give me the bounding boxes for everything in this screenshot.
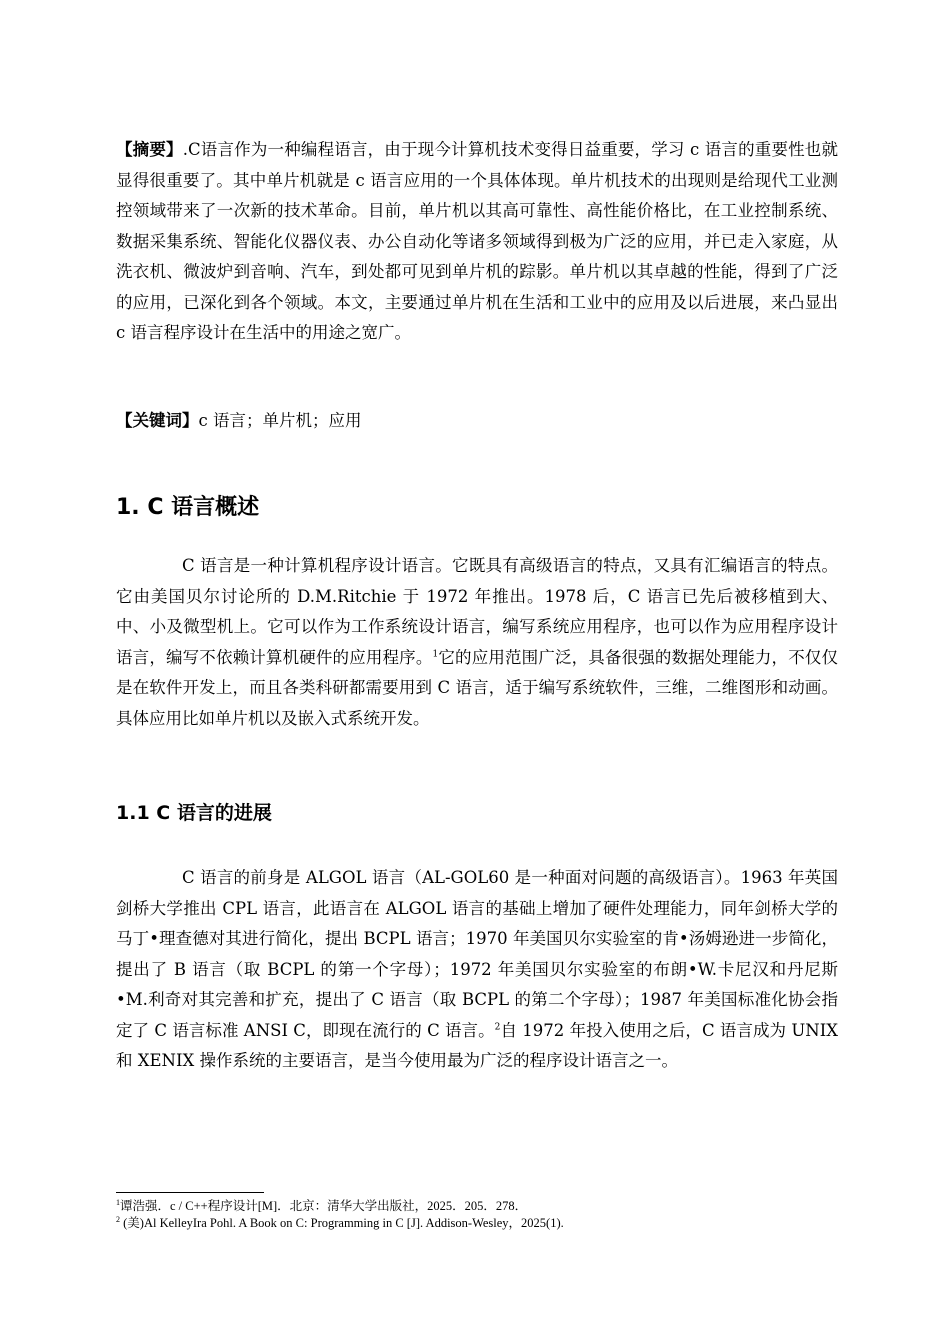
abstract-paragraph (116, 135, 838, 349)
abstract-label: 【摘要】 (116, 140, 183, 159)
section-1-1-paragraph (116, 863, 838, 1077)
keywords-text: c 语言；单片机；应用 (198, 411, 362, 430)
section-1-text-a: C 语言是一种计算机程序设计语言。它既具有高级语言的特点，又具有汇编语言的特点。它由美国贝尔讨论所的 D.M.Ritchie 于 1972 年推出。1978 后，C 语言已先后被移植到大、中、小及微型机上。它可以作为工作系统设计语言，编写系统应用程序，也可以作为应用程序设计语言，编写不依赖计算机硬件的应用程序。 (116, 556, 838, 667)
section-1-1-heading: 1.1 C 语言的进展 (116, 802, 272, 824)
section-1-1-text-b: 自 1972 年投入使用之后，C 语言成为 UNIX 和 XENIX 操作系统的主要语言，是当今使用最为广泛的程序设计语言之一。 (116, 1020, 839, 1070)
footnote-1-text: 谭浩强．c / C++程序设计[M]．北京：清华大学出版社，2025．205．278． (120, 1199, 528, 1213)
section-1-heading: 1. C 语言概述 (116, 495, 260, 520)
footnote-2-mark: 2 (116, 1214, 120, 1224)
footnote-ref-1[interactable]: 1 (432, 649, 439, 659)
footnote-2 (116, 1215, 876, 1231)
footnote-2-text: (美)Al KelleyIra Pohl. A Book on C: Programming in C [J]. Addison-Wesley，2025(1). (120, 1216, 564, 1230)
footnote-1 (116, 1198, 876, 1214)
section-1-paragraph (116, 551, 838, 734)
section-1-1-text-a: C 语言的前身是 ALGOL 语言（AL-GOL60 是一种面对问题的高级语言）。1963 年英国剑桥大学推出 CPL 语言，此语言在 ALGOL 语言的基础上增加了硬件处理能力，同年剑桥大学的马丁•理查德对其进行简化，提出 BCPL 语言；1970 年美国贝尔实验室的肯•汤姆逊进一步简化，提出了 B 语言（取 BCPL 的第一个字母）；1972 年美国贝尔实验室的布朗•W.卡尼汉和丹尼斯•M.利奇对其完善和扩充，提出了 C 语言（取 BCPL 的第二个字母）；1987 年美国标准化协会指定了 C 语言标准 ANSI C，即现在流行的 C 语言。 (116, 868, 838, 1040)
keywords-paragraph (116, 406, 838, 437)
keywords-label: 【关键词】 (116, 411, 199, 430)
abstract-text: .C语言作为一种编程语言，由于现今计算机技术变得日益重要，学习 c 语言的重要性也就显得很重要了。其中单片机就是 c 语言应用的一个具体体现。单片机技术的出现则是给现代工业测控领域带来了一次新的技术革命。目前，单片机以其高可靠性、高性能价格比，在工业控制系统、数据采集系统、智能化仪器仪表、办公自动化等诸多领域得到极为广泛的应用，并已走入家庭，从洗衣机、微波炉到音响、汽车，到处都可见到单片机的踪影。单片机以其卓越的性能，得到了广泛的应用，已深化到各个领域。本文，主要通过单片机在生活和工业中的应用及以后进展，来凸显出 c 语言程序设计在生活中的用途之宽广。 (116, 140, 838, 342)
section-1-text-b: 它的应用范围广泛，具备很强的数据处理能力，不仅仅是在软件开发上，而且各类科研都需要用到 C 语言，适于编写系统软件，三维，二维图形和动画。具体应用比如单片机以及嵌入式系统开发。 (116, 647, 839, 728)
footnote-divider (116, 1192, 264, 1193)
footnote-1-mark: 1 (116, 1197, 120, 1207)
footnote-ref-2[interactable]: 2 (494, 1022, 501, 1032)
